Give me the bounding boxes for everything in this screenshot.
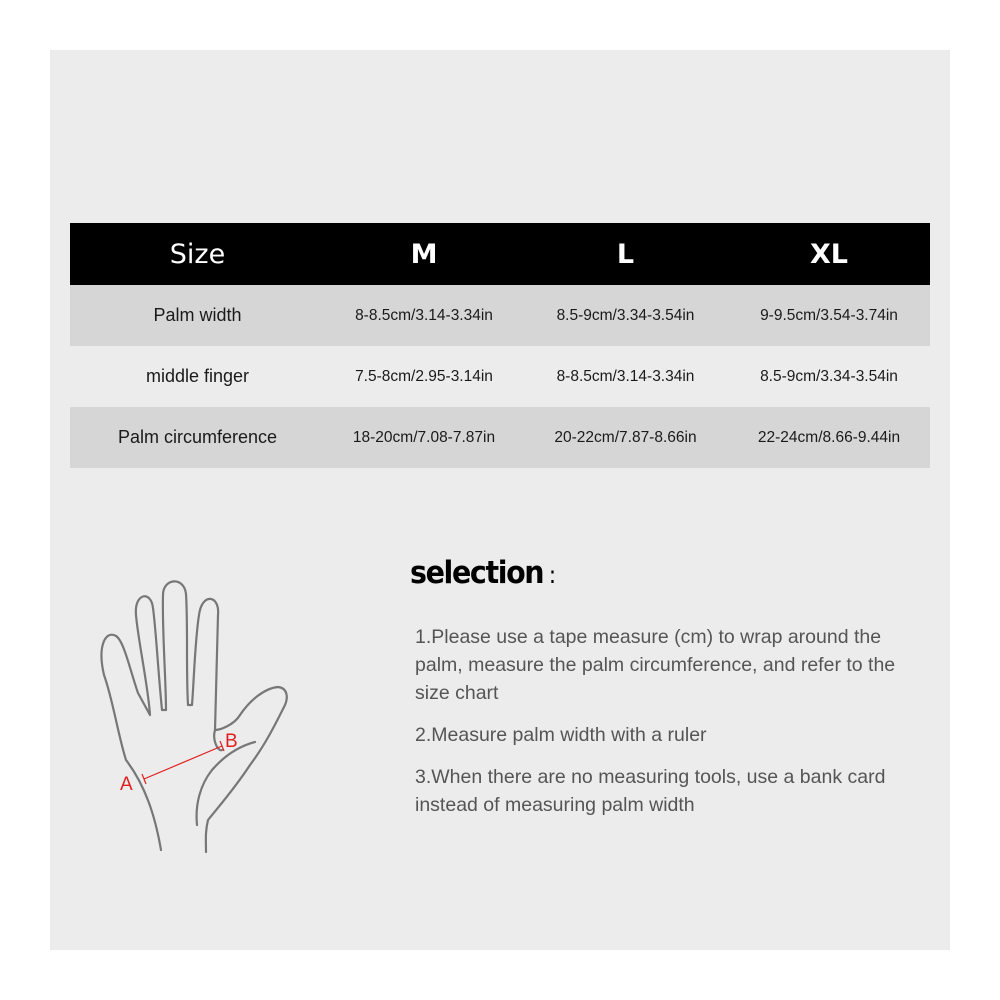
table-cell: 18-20cm/7.08-7.87in: [325, 407, 523, 468]
instruction-step-2: 2.Measure palm width with a ruler: [415, 724, 707, 746]
table-row-palm-circumference: [70, 407, 930, 468]
point-a-label: A: [120, 774, 133, 795]
table-cell: 8.5-9cm/3.34-3.54in: [728, 346, 930, 407]
instruction-list: [415, 623, 915, 833]
table-row-middle-finger: [70, 346, 930, 407]
row-label: middle finger: [70, 346, 325, 407]
instruction-step-3: 3.When there are no measuring tools, use a bank card instead of measuring palm width: [415, 766, 886, 816]
selection-title-text: selection: [410, 555, 544, 591]
row-label: Palm circumference: [70, 407, 325, 468]
palm-crease-icon: [197, 742, 255, 825]
selection-title-colon: :: [548, 561, 555, 589]
table-row-palm-width: [70, 285, 930, 346]
table-cell: 8.5-9cm/3.34-3.54in: [523, 285, 728, 346]
table-cell: 22-24cm/8.66-9.44in: [728, 407, 930, 468]
table-cell: 7.5-8cm/2.95-3.14in: [325, 346, 523, 407]
header-l: L: [523, 223, 728, 285]
header-size: Size: [70, 223, 325, 285]
table-cell: 9-9.5cm/3.54-3.74in: [728, 285, 930, 346]
selection-title: [410, 555, 555, 591]
measure-line-icon: [142, 741, 224, 784]
hand-outline-icon: [102, 581, 287, 852]
point-b-label: B: [225, 731, 238, 752]
header-xl: XL: [728, 223, 930, 285]
size-table: [70, 223, 930, 468]
header-m: M: [325, 223, 523, 285]
instruction-step-1: 1.Please use a tape measure (cm) to wrap around the palm, measure the palm circumference, and refer to the size chart: [415, 626, 896, 704]
hand-measurement-diagram: [100, 520, 360, 860]
row-label: Palm width: [70, 285, 325, 346]
table-cell: 20-22cm/7.87-8.66in: [523, 407, 728, 468]
table-header-row: [70, 223, 930, 285]
table-cell: 8-8.5cm/3.14-3.34in: [523, 346, 728, 407]
size-chart-panel: [50, 50, 950, 950]
table-cell: 8-8.5cm/3.14-3.34in: [325, 285, 523, 346]
